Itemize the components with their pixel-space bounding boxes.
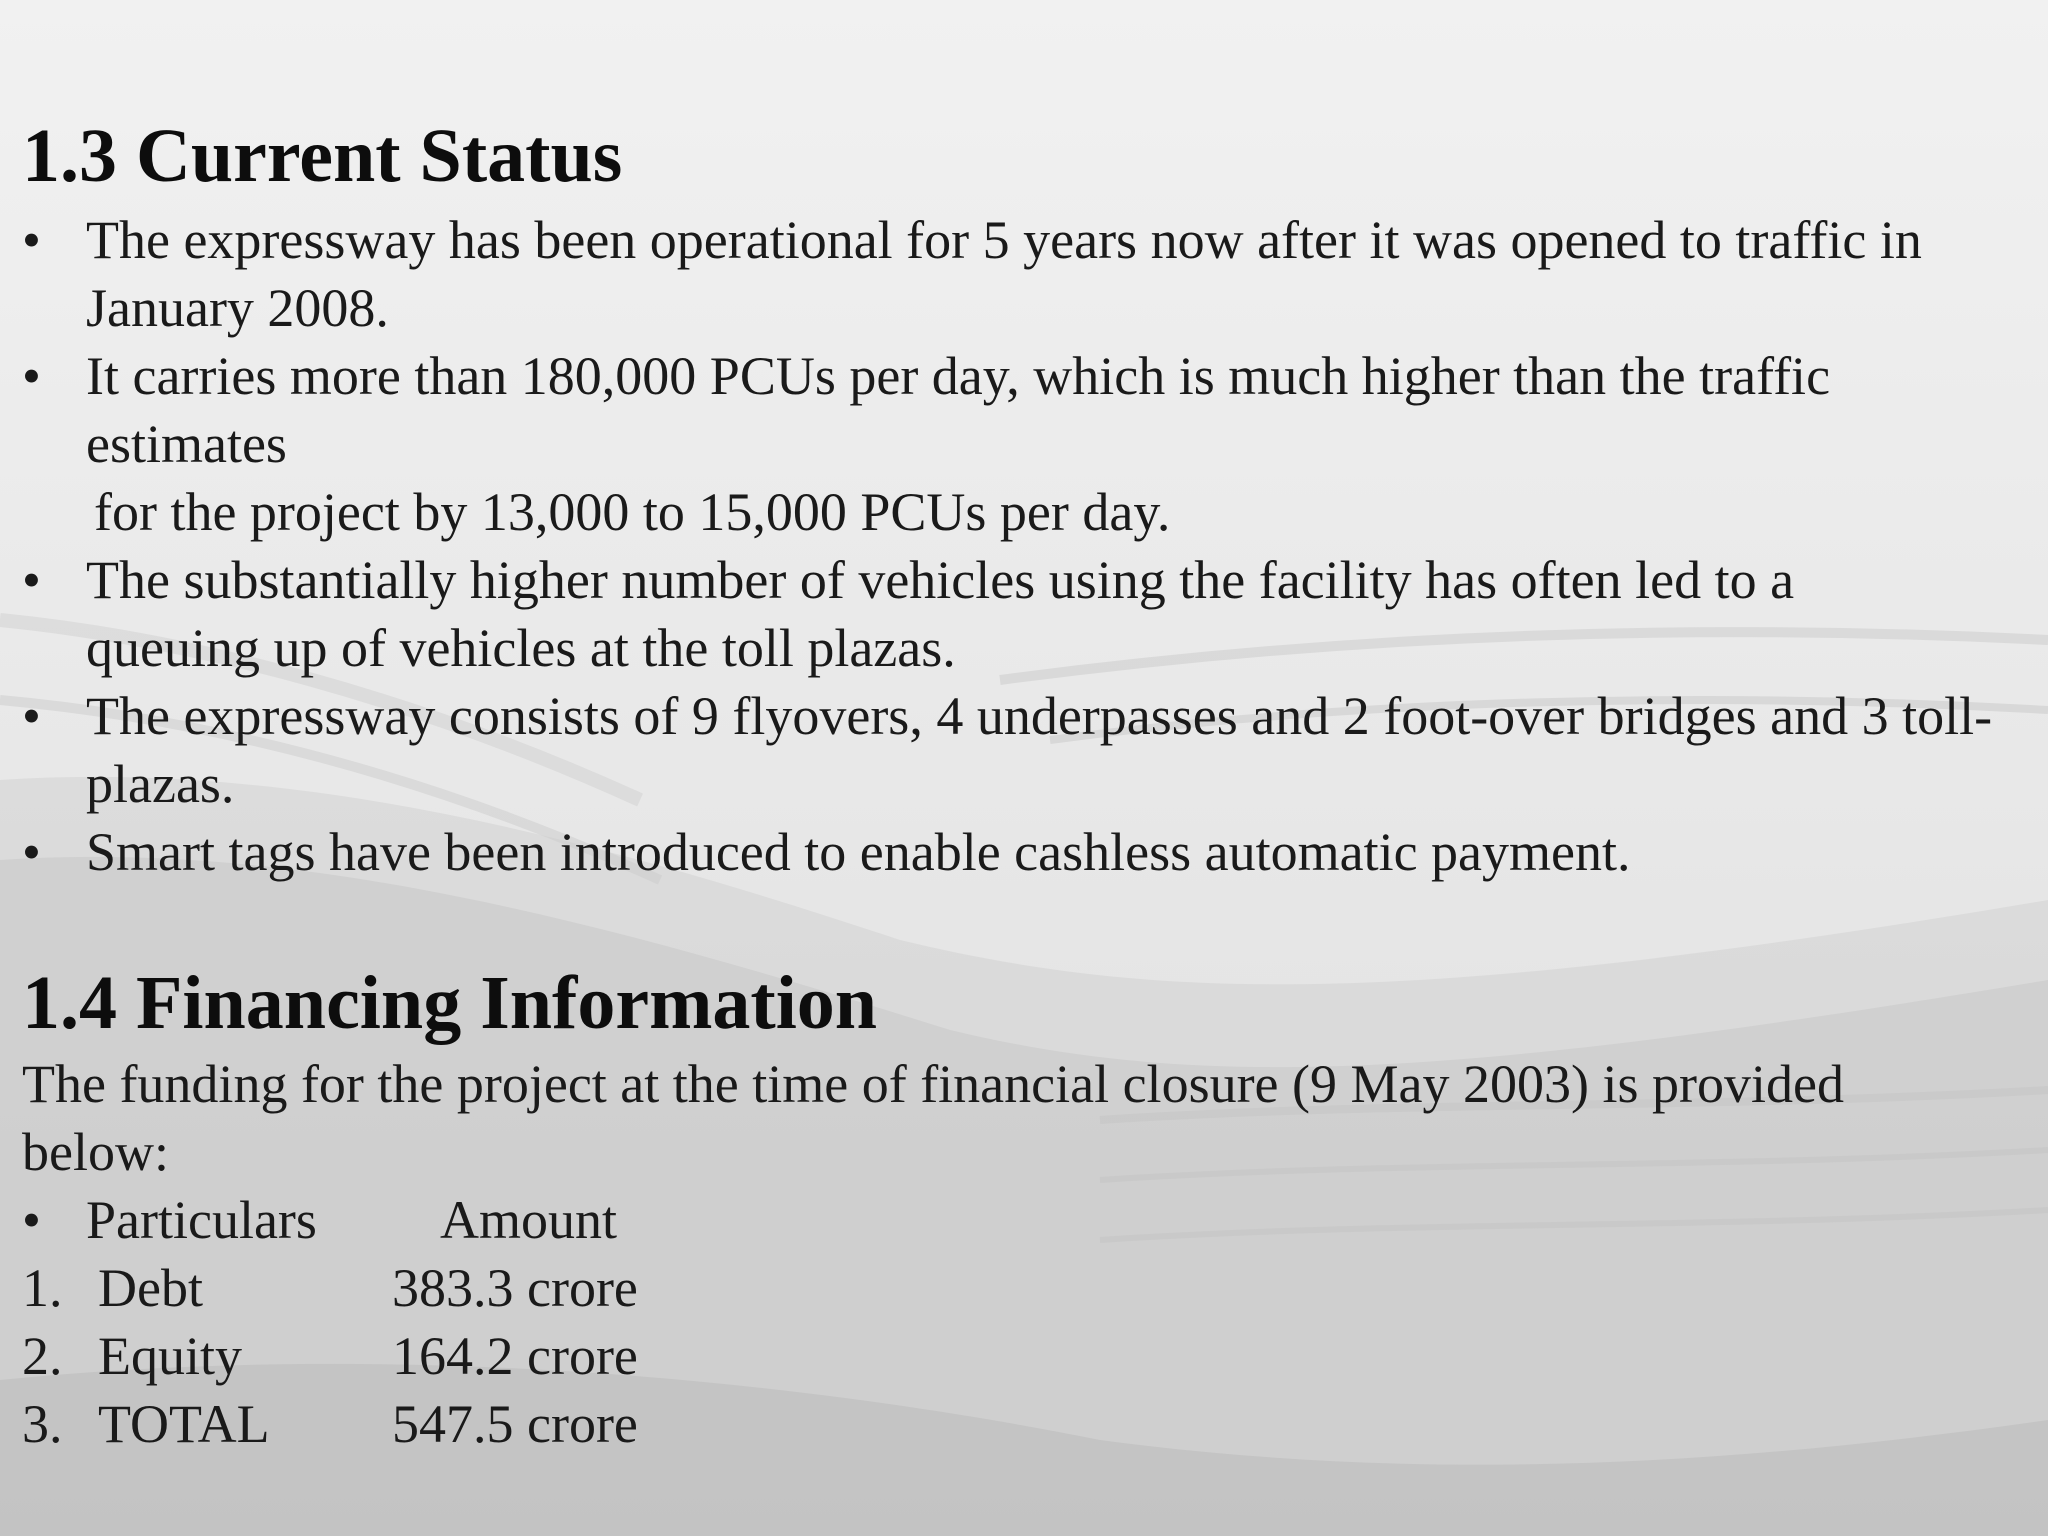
- bullet-text: The expressway has been operational for 5 years now after it was opened to traffic in January 2008.: [86, 210, 1922, 338]
- bullet-icon: •: [22, 1190, 41, 1250]
- financing-intro: The funding for the project at the time of financial closure (9 May 2003) is provided below:: [22, 1054, 1844, 1182]
- row-number: 1.: [22, 1258, 63, 1318]
- bullet-text: It carries more than 180,000 PCUs per day, which is much higher than the traffic estimates: [86, 346, 1831, 474]
- row-amount: 164.2 crore: [392, 1326, 638, 1386]
- table-row: [22, 1254, 822, 1322]
- bullet-item: [22, 682, 2032, 818]
- row-particular: Debt: [98, 1258, 203, 1318]
- bullet-icon: •: [22, 822, 41, 882]
- bullet-item: [22, 342, 2032, 478]
- bullet-item: [22, 818, 2032, 886]
- bullet-icon: •: [22, 346, 41, 406]
- bullet-text: The expressway consists of 9 flyovers, 4 underpasses and 2 foot-over bridges and 3 toll-plazas.: [86, 686, 1993, 814]
- table-row: [22, 1322, 822, 1390]
- bullet-item: [22, 206, 2032, 342]
- bullet-icon: •: [22, 210, 41, 270]
- row-number: 2.: [22, 1326, 63, 1386]
- row-amount: 383.3 crore: [392, 1258, 638, 1318]
- column-header-particulars: Particulars: [86, 1190, 317, 1250]
- table-row: [22, 1390, 822, 1458]
- bullet-icon: •: [22, 686, 41, 746]
- section-heading-financing: 1.4 Financing Information: [22, 961, 878, 1045]
- bullet-text: Smart tags have been introduced to enable cashless automatic payment.: [86, 822, 1631, 882]
- section-heading-current-status: 1.3 Current Status: [22, 114, 623, 198]
- row-number: 3.: [22, 1394, 63, 1454]
- row-amount: 547.5 crore: [392, 1394, 638, 1454]
- column-header-amount: Amount: [440, 1190, 618, 1250]
- table-header-row: [22, 1186, 822, 1254]
- row-particular: TOTAL: [98, 1394, 270, 1454]
- bullet-continuation: for the project by 13,000 to 15,000 PCUs per day.: [94, 482, 1171, 542]
- bullet-item: [22, 546, 2032, 682]
- row-particular: Equity: [98, 1326, 242, 1386]
- bullet-text: The substantially higher number of vehicles using the facility has often led to a queuing up of vehicles at the toll plazas.: [86, 550, 1795, 678]
- bullet-icon: •: [22, 550, 41, 610]
